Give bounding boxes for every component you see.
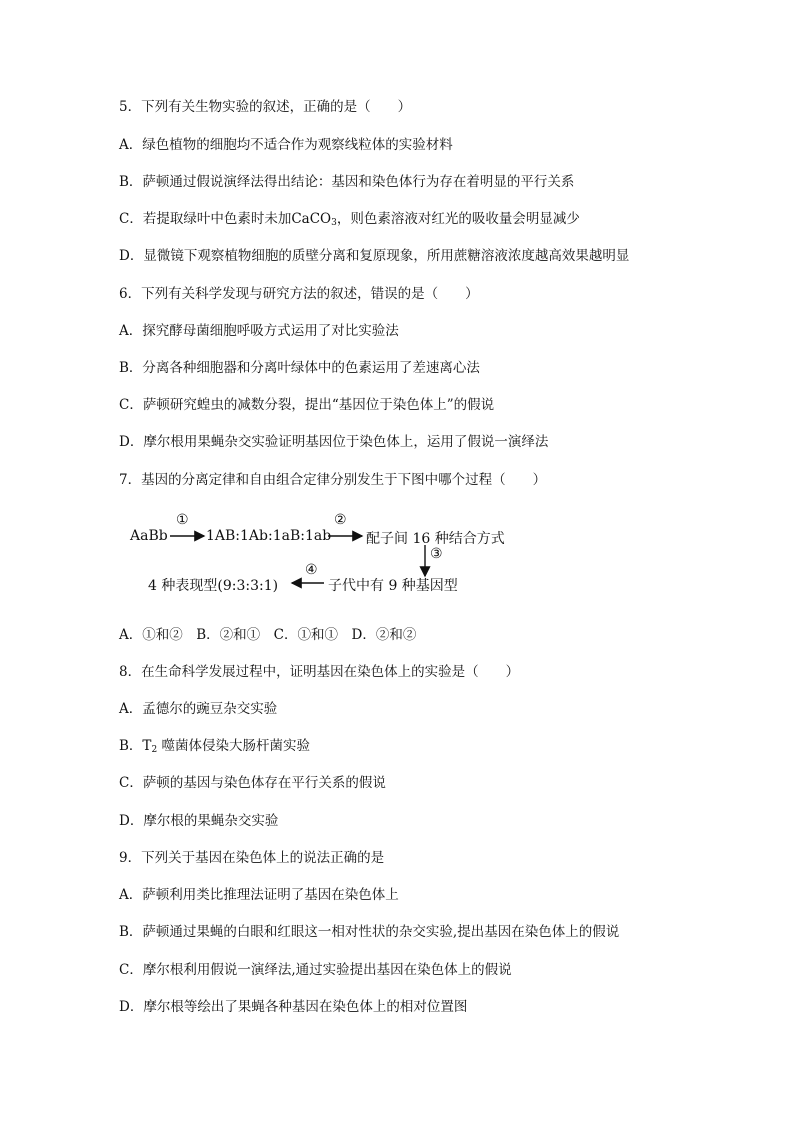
q6-option-b: B．分离各种细胞器和分离叶绿体中的色素运用了差速离心法 bbox=[119, 360, 480, 376]
offspring-genotypes: 子代中有 9 种基因型 bbox=[328, 578, 458, 594]
genotype-aabb: AaBb bbox=[130, 528, 168, 544]
step-3-label: ③ bbox=[430, 546, 443, 562]
q9-stem: 9．下列关于基因在染色体上的说法正确的是 bbox=[119, 850, 385, 866]
gamete-ratio: 1AB:1Ab:1aB:1ab bbox=[206, 528, 332, 544]
step-1-label: ① bbox=[176, 512, 189, 528]
q6-stem: 6．下列有关科学发现与研究方法的叙述，错误的是（ ） bbox=[119, 286, 479, 302]
step-2-label: ② bbox=[334, 512, 347, 528]
q9-option-a: A．萨顿利用类比推理法证明了基因在染色体上 bbox=[119, 887, 399, 903]
q8-stem: 8．在生命科学发展过程中，证明基因在染色体上的实验是（ ） bbox=[119, 664, 520, 680]
q7-options: A．①和② B．②和① C．①和① D．②和② bbox=[119, 627, 417, 643]
q5-option-d: D．显微镜下观察植物细胞的质壁分离和复原现象，所用蔗糖溶液浓度越高效果越明显 bbox=[119, 248, 630, 264]
q9-option-c: C．摩尔根利用假说一演绎法,通过实验提出基因在染色体上的假说 bbox=[119, 962, 512, 978]
q9-option-d: D．摩尔根等绘出了果蝇各种基因在染色体上的相对位置图 bbox=[119, 999, 468, 1015]
q5-option-b: B．萨顿通过假说演绎法得出结论：基因和染色体行为存在着明显的平行关系 bbox=[119, 174, 575, 190]
combination-count: 配子间 16 种结合方式 bbox=[366, 531, 505, 547]
q8-option-b-pre: B．T bbox=[119, 738, 152, 754]
q5-option-c-pre: C．若提取绿叶中色素时未加CaCO bbox=[119, 211, 332, 227]
q6-option-d: D．摩尔根用果蝇杂交实验证明基因位于染色体上，运用了假说一演绎法 bbox=[119, 434, 549, 450]
q7-stem: 7．基因的分离定律和自由组合定律分别发生于下图中哪个过程（ ） bbox=[119, 472, 547, 488]
q5-stem: 5．下列有关生物实验的叙述，正确的是（ ） bbox=[119, 99, 412, 115]
phenotype-ratio: 4 种表现型(9:3:3:1) bbox=[148, 578, 279, 594]
q9-option-b: B．萨顿通过果蝇的白眼和红眼这一相对性状的杂交实验,提出基因在染色体上的假说 bbox=[119, 924, 620, 940]
q5-option-c-sub: 3 bbox=[331, 218, 337, 228]
q8-option-b-sub: 2 bbox=[151, 745, 158, 755]
q5-option-a: A．绿色植物的细胞均不适合作为观察线粒体的实验材料 bbox=[119, 137, 453, 153]
q8-option-a: A．孟德尔的豌豆杂交实验 bbox=[119, 701, 278, 717]
q8-option-b bbox=[119, 737, 310, 759]
q8-option-c: C．萨顿的基因与染色体存在平行关系的假说 bbox=[119, 775, 386, 791]
q6-option-a: A．探究酵母菌细胞呼吸方式运用了对比实验法 bbox=[119, 323, 399, 339]
q6-option-c: C．萨顿研究蝗虫的减数分裂，提出“基因位于染色体上”的假说 bbox=[119, 397, 495, 413]
step-4-label: ④ bbox=[305, 562, 318, 578]
q5-option-c bbox=[119, 210, 580, 232]
q5-option-c-post: ，则色素溶液对红光的吸收量会明显减少 bbox=[336, 211, 580, 227]
q7-process-diagram bbox=[130, 512, 530, 602]
q8-option-b-post: 噬菌体侵染大肠杆菌实验 bbox=[157, 738, 310, 754]
q8-option-d: D．摩尔根的果蝇杂交实验 bbox=[119, 813, 279, 829]
